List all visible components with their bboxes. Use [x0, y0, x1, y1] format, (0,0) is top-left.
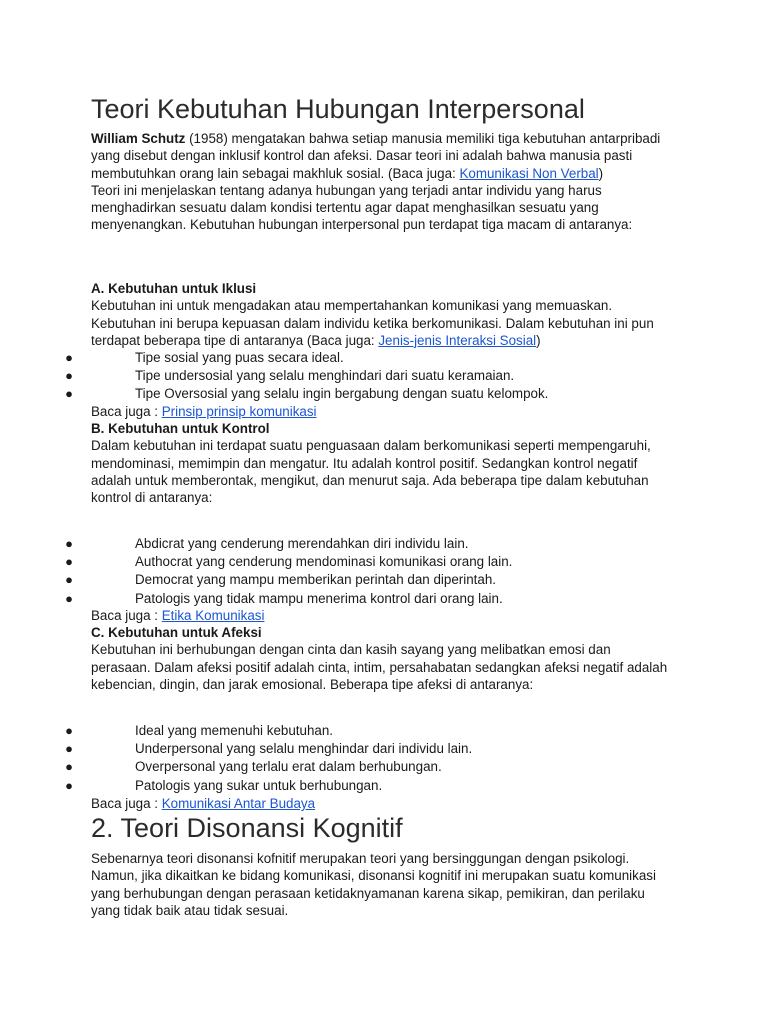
bullet-dot-icon: ● [65, 386, 73, 402]
subsection-c-list [64, 722, 664, 795]
list-item-text: Tipe undersosial yang selalu menghindari dari suatu keramaian. [135, 368, 515, 384]
list-item-text: Democrat yang mampu memberikan perintah dan diperintah. [135, 572, 496, 588]
list-item-text: Patologis yang sukar untuk berhubungan. [135, 777, 383, 793]
subsection-b [91, 420, 671, 506]
subsection-a-text: Kebutuhan ini untuk mengadakan atau mempertahankan komunikasi yang memuaskan. Kebutuhan ini berupa kepuasan dalam individu ketika berkomunikasi. Dalam kebutuhan ini pun terdapat beberapa tipe di antaranya (Baca juga: [91, 298, 654, 348]
list-item-text: Abdicrat yang cenderung merendahkan diri individu lain. [135, 536, 469, 551]
section2-paragraph [91, 850, 671, 919]
see-also-label: Baca juga : [91, 608, 162, 623]
subsection-a-heading: A. Kebutuhan untuk Iklusi [91, 281, 257, 296]
intro-text: (1958) mengatakan bahwa setiap manusia memiliki tiga kebutuhan antarpribadi yang disebut dengan inklusif kontrol dan afeksi. Dasar teori ini adalah bahwa manusia pasti membutuhkan orang lain sebagai makhluk sosial. (Baca juga: [91, 131, 661, 181]
list-item-text: Authocrat yang cenderung mendominasi komunikasi orang lain. [135, 554, 513, 570]
list-item-text: Overpersonal yang terlalu erat dalam berhubungan. [135, 759, 442, 775]
see-also-c [91, 795, 671, 812]
see-also-label: Baca juga : [91, 404, 162, 419]
subsection-b-list [64, 535, 664, 608]
intro-paragraph-2: Teori ini menjelaskan tentang adanya hubungan yang terjadi antar individu yang harus menghadirkan sesuatu dalam kondisi tertentu agar dapat menghasilkan sesuatu yang menyenangkan. Kebutuhan hubungan interpersonal pun terdapat tiga macam di antaranya: [91, 182, 633, 233]
list-item [64, 777, 664, 795]
bullet-dot-icon: ● [65, 350, 73, 365]
section-title-interpersonal: Teori Kebutuhan Hubungan Interpersonal [91, 94, 585, 124]
bullet-dot-icon: ● [65, 368, 73, 384]
subsection-c-heading: C. Kebutuhan untuk Afeksi [91, 625, 262, 640]
list-item [64, 553, 664, 571]
link-etika-komunikasi[interactable]: Etika Komunikasi [161, 608, 265, 623]
bullet-dot-icon: ● [65, 723, 73, 738]
list-item-text: Ideal yang memenuhi kebutuhan. [135, 723, 334, 738]
subsection-c-text: Kebutuhan ini berhubungan dengan cinta dan kasih sayang yang melibatkan emosi dan perasaan. Dalam afeksi positif adalah cinta, intim, persahabatan sedangkan afeksi negatif adalah kebencian, dingin, dan jarak emosional. Beberapa tipe afeksi di antaranya: [91, 642, 668, 692]
author-name: William Schutz [91, 131, 186, 146]
list-item-text: Underpersonal yang selalu menghindar dari individu lain. [135, 741, 473, 757]
bullet-dot-icon: ● [65, 759, 73, 775]
subsection-a [91, 280, 671, 349]
subsection-b-text: Dalam kebutuhan ini terdapat suatu penguasaan dalam berkomunikasi seperti mempengaruhi, mendominasi, memimpin dan mengatur. Itu adalah kontrol positif. Sedangkan kontrol negatif adalah untuk memberontak, mengikut, dan menurut saja. Ada beberapa tipe dalam kebutuhan kontrol di antaranya: [91, 438, 651, 506]
bullet-dot-icon: ● [65, 741, 73, 757]
link-komunikasi-antar-budaya[interactable]: Komunikasi Antar Budaya [161, 796, 316, 811]
subsection-a-list [64, 349, 664, 404]
list-item [64, 722, 664, 740]
link-komunikasi-non-verbal[interactable]: Komunikasi Non Verbal [459, 165, 599, 181]
list-item-text: Tipe Oversosial yang selalu ingin bergabung dengan suatu kelompok. [135, 386, 549, 402]
see-also-label: Baca juga : [91, 796, 162, 811]
section2-text: Sebenarnya teori disonansi kofnitif merupakan teori yang bersinggungan dengan psikologi. Namun, jika dikaitkan ke bidang komunikasi, disonansi kognitif ini merupakan suatu komunikasi yang berhubungan dengan perasaan ketidaknyamanan karena sikap, pemikiran, dan perilaku yang tidak baik atau tidak sesuai. [91, 851, 656, 918]
subsection-a-text-end: ) [536, 332, 541, 348]
list-item [64, 367, 664, 385]
list-item [64, 535, 664, 553]
bullet-dot-icon: ● [65, 536, 73, 551]
intro-paragraph [91, 130, 671, 234]
bullet-dot-icon: ● [65, 590, 73, 606]
see-also-a [91, 403, 671, 420]
subsection-b-heading: B. Kebutuhan untuk Kontrol [91, 421, 270, 436]
intro-text-end: ) [598, 165, 604, 181]
section-title-disonansi: 2. Teori Disonansi Kognitif [91, 813, 403, 843]
link-jenis-interaksi-sosial[interactable]: Jenis-jenis Interaksi Sosial [378, 332, 537, 348]
list-item-text: Tipe sosial yang puas secara ideal. [135, 350, 344, 365]
link-prinsip-komunikasi[interactable]: Prinsip prinsip komunikasi [161, 404, 317, 419]
list-item [64, 571, 664, 589]
list-item [64, 349, 664, 367]
list-item [64, 740, 664, 758]
bullet-dot-icon: ● [65, 572, 73, 588]
list-item [64, 385, 664, 403]
list-item [64, 590, 664, 608]
list-item-text: Patologis yang tidak mampu menerima kontrol dari orang lain. [135, 590, 503, 606]
list-item [64, 758, 664, 776]
subsection-c [91, 624, 671, 693]
see-also-b [91, 607, 671, 624]
bullet-dot-icon: ● [65, 554, 73, 570]
bullet-dot-icon: ● [65, 777, 73, 793]
